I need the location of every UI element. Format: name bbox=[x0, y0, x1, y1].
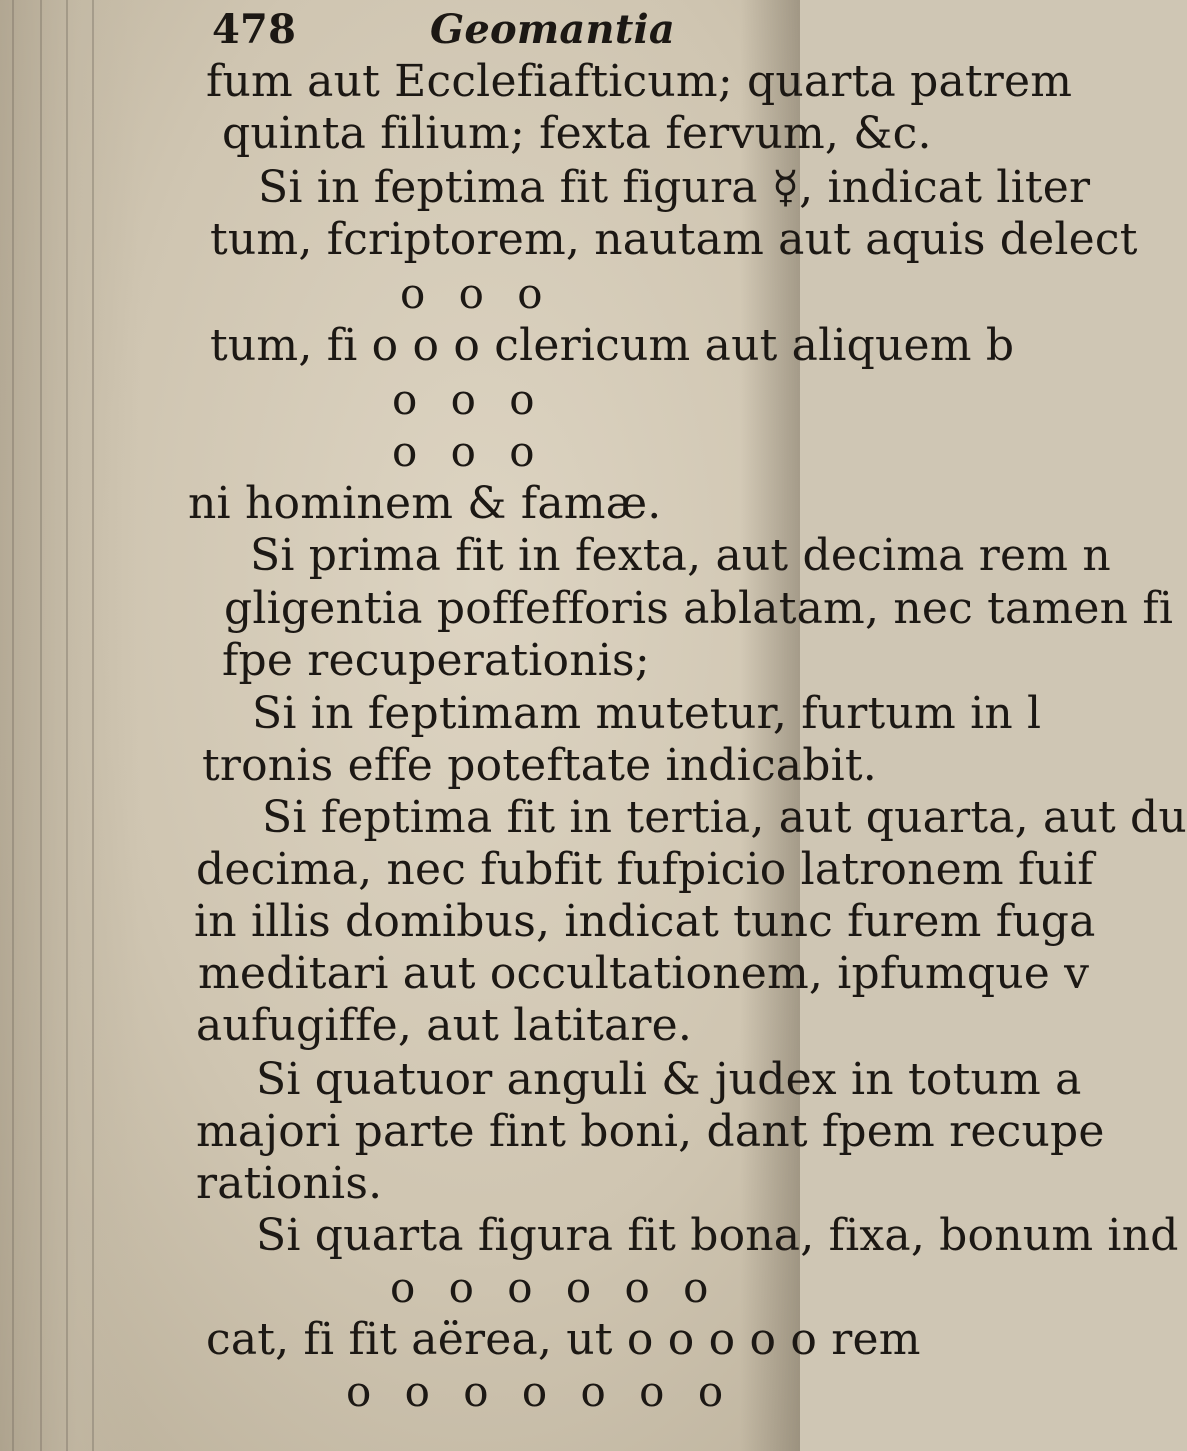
text-line: fum aut Ecclefiafticum; quarta patrem bbox=[206, 56, 1073, 107]
text-line: ni hominem & famæ. bbox=[188, 478, 662, 529]
text-line: Si quatuor anguli & judex in totum a bbox=[256, 1054, 1082, 1105]
running-title: Geomantia bbox=[430, 6, 676, 53]
text-line: aufugiffe, aut latitare. bbox=[196, 1000, 693, 1051]
text-line: Si feptima fit in tertia, aut quarta, aut du bbox=[262, 792, 1187, 843]
text-line: majori parte fint boni, dant fpem recupe bbox=[196, 1106, 1105, 1157]
page-number: 478 bbox=[212, 6, 297, 53]
text-line: quinta filium; fexta fervum, &c. bbox=[222, 108, 932, 159]
text-line: tum, fcriptorem, nautam aut aquis delect bbox=[210, 214, 1138, 265]
text-line: tum, fi o o o clericum aut aliquem b bbox=[210, 320, 1015, 371]
text-line: Si in feptimam mutetur, furtum in l bbox=[252, 688, 1042, 739]
text-line: Si quarta figura fit bona, fixa, bonum ind bbox=[256, 1210, 1179, 1261]
text-line: decima, nec fubfit fufpicio latronem fuif bbox=[196, 844, 1094, 895]
geomantic-figure-row: o o o bbox=[392, 375, 545, 424]
geomantic-figure-row: o o o o o o o bbox=[346, 1367, 734, 1416]
geomantic-figure-row: o o o bbox=[400, 269, 553, 318]
text-line: in illis domibus, indicat tunc furem fuga bbox=[194, 896, 1096, 947]
text-line: cat, fi fit aërea, ut o o o o o rem bbox=[206, 1314, 921, 1365]
text-line: Si prima fit in fexta, aut decima rem n bbox=[250, 530, 1111, 581]
text-line: fpe recuperationis; bbox=[222, 635, 650, 686]
text-line: Si in feptima fit figura ☿, indicat liter bbox=[258, 162, 1091, 213]
text-line: rationis. bbox=[196, 1158, 383, 1209]
text-line: meditari aut occultationem, ipfumque v bbox=[198, 948, 1090, 999]
geomantic-figure-row: o o o bbox=[392, 427, 545, 476]
text-line: tronis effe poteftate indicabit. bbox=[202, 740, 877, 791]
text-line: gligentia poffefforis ablatam, nec tamen fi bbox=[224, 583, 1174, 634]
geomantic-figure-row: o o o o o o bbox=[390, 1263, 719, 1312]
